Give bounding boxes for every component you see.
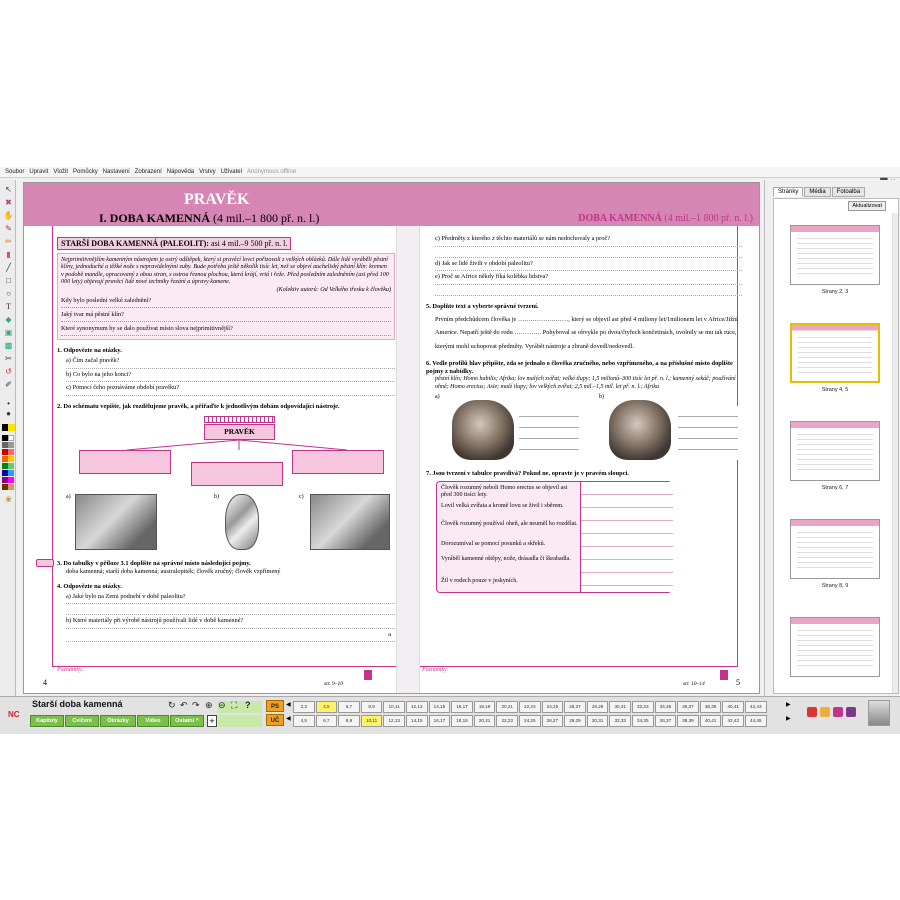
answer-line[interactable]: a <box>66 629 395 643</box>
app-logo: NC <box>8 710 20 719</box>
cut-icon[interactable]: ✂ <box>5 354 12 363</box>
uc-prev-icon[interactable]: ◀ <box>286 716 291 722</box>
task-6-heading: 6. Vedle profilů hlav připište, zda se jednalo o člověka zručného, nebo vzpřímeného, a na příslušné místo doplište pojmy z nabídky. <box>426 360 733 375</box>
qr-code-icon[interactable] <box>720 670 728 680</box>
kapitoly-button[interactable]: Kapitoly <box>30 715 64 727</box>
color-swatch[interactable] <box>8 477 14 483</box>
attachment-icon[interactable] <box>36 559 54 567</box>
statement-5: Vyráběl kamenné oštěpy, nože, drásadla či škrabadla. <box>441 556 571 562</box>
menu-vrstvy[interactable]: Vrstvy <box>199 168 216 175</box>
right-str-ref: str. 10–14 <box>683 681 705 687</box>
correction-column[interactable] <box>580 482 673 592</box>
chapter-title-right: DOBA KAMENNÁ (4 mil.–1 800 př. n. l.) <box>578 213 753 224</box>
answer-line[interactable]: a) Čím začal pravěk? <box>66 355 395 369</box>
left-str-ref: str. 9–10 <box>324 681 343 687</box>
page-title: PRAVĚK <box>184 191 250 208</box>
color-swatch[interactable] <box>8 435 14 441</box>
highlighter-icon[interactable]: ✏ <box>5 237 12 246</box>
head-profile-a <box>452 400 514 460</box>
pravek-scheme <box>57 416 395 492</box>
uc-progress-strip <box>218 715 262 727</box>
ps-page-cell[interactable]: 40,41 <box>722 701 744 713</box>
ps-page-cell[interactable]: 42,43 <box>745 701 767 713</box>
uc-page-cell[interactable]: 6,7 <box>316 715 338 727</box>
task-3-heading: 3. Do tabulky v příloze 3.1 doplište na správné místo následující pojmy. <box>57 559 251 567</box>
hand-icon[interactable]: ✋ <box>3 211 14 220</box>
bottom-navigation <box>0 696 900 734</box>
scheme-box-period-3[interactable] <box>292 450 384 474</box>
uc-page-cell[interactable]: 8,9 <box>338 715 360 727</box>
tool-image-b[interactable] <box>225 494 259 550</box>
ps-page-cell[interactable]: 18,19 <box>474 701 496 713</box>
left-notes-label: Poznámky: <box>57 667 84 673</box>
statement-1: Člověk rozumný neboli Homo erectus se objevil asi před 300 tisíci lety. <box>441 485 568 498</box>
lesson-title: Starší doba kamenná <box>32 699 123 709</box>
answer-line[interactable]: c) Pomocí čeho poznáváme období pravěku? <box>66 382 395 396</box>
cviceni-button[interactable]: Cvičení <box>65 715 99 727</box>
ps-page-cell[interactable]: 12,13 <box>406 701 428 713</box>
scheme-box-period-2[interactable] <box>191 462 283 486</box>
ps-next-icon[interactable]: ▶ <box>786 702 791 708</box>
pipette-icon[interactable]: ✐ <box>5 380 12 389</box>
color-swatch[interactable] <box>8 456 14 462</box>
ps-page-cell[interactable]: 22,23 <box>519 701 541 713</box>
workbook-spread <box>23 182 760 694</box>
left-page-number: 4 <box>43 678 47 687</box>
menu-zobrazeni[interactable]: Zobrazení <box>134 168 162 175</box>
task-3-terms: doba kamenná; starší doba kamenná; australopiték; člověk zručný; člověk vzpřímený <box>66 567 281 575</box>
section-title: STARŠÍ DOBA KAMENNÁ (PALEOLIT): asi 4 mil.–9 500 př. n. l. <box>57 237 291 250</box>
tool-image-c[interactable] <box>310 494 390 550</box>
ps-page-cell[interactable]: 2,3 <box>293 701 315 713</box>
image-label-b: b) <box>214 493 219 500</box>
tool-image-a[interactable] <box>75 494 157 550</box>
update-button[interactable]: Aktualizovat <box>848 201 886 211</box>
right-notes-label: Poznámky: <box>422 667 449 673</box>
left-margin-line <box>52 226 53 666</box>
left-footer-line <box>52 666 396 667</box>
color-yellow-current[interactable] <box>8 424 15 431</box>
palette-icon[interactable]: ❀ <box>5 495 12 504</box>
dot-small-icon[interactable]: • <box>7 399 10 408</box>
answer-line[interactable]: a) Jaké bylo na Zemi podnebí v době paleolitu? <box>66 591 395 605</box>
color-swatch[interactable] <box>8 470 14 476</box>
uc-page-cell[interactable]: 26,27 <box>542 715 564 727</box>
ps-prev-icon[interactable]: ◀ <box>286 702 291 708</box>
spread-header <box>24 183 760 226</box>
qr-code-icon[interactable] <box>364 670 372 680</box>
thumbnail-label: Strany 4, 5 <box>821 387 849 393</box>
color-swatch[interactable] <box>8 463 14 469</box>
intro-box <box>57 253 395 340</box>
menu-pomucky[interactable]: Pomůcky <box>73 168 98 175</box>
select-icon[interactable]: ✖ <box>5 198 12 207</box>
rotate-icon[interactable]: ↻ <box>168 700 176 710</box>
uc-page-cell[interactable]: 32,33 <box>609 715 631 727</box>
menu-napoveda[interactable]: Nápověda <box>166 168 195 175</box>
scheme-root-label: PRAVĚK <box>204 424 275 440</box>
uc-page-cell[interactable]: 30,31 <box>587 715 609 727</box>
thumbnail-label: Strany 8, 9 <box>821 583 849 589</box>
thumbnail-pages-2-3[interactable] <box>790 225 880 285</box>
answer-line[interactable] <box>66 604 395 615</box>
intro-author: (Kolektiv autorů: Od Velkého třesku k člověku) <box>276 286 391 293</box>
eraser-icon[interactable]: ▮ <box>6 250 11 259</box>
color-swatch[interactable] <box>8 449 14 455</box>
thumbnail-label: Strany 6, 7 <box>821 485 849 491</box>
uc-page-cell[interactable]: 12,13 <box>383 715 405 727</box>
uc-page-cell[interactable]: 28,29 <box>564 715 586 727</box>
undo-icon[interactable]: ↺ <box>5 367 12 376</box>
thumbnail-label: Strany 2, 3 <box>821 289 849 295</box>
thumbnail-list <box>773 198 899 694</box>
ps-page-cell[interactable]: 16,17 <box>451 701 473 713</box>
video-button[interactable]: Video <box>137 715 169 727</box>
tab-media[interactable]: Média <box>804 187 830 197</box>
intro-question[interactable]: Které synonymum by se dalo používat místo slova nejprimitivnější? <box>61 323 391 336</box>
statements-table <box>436 481 672 593</box>
task-5-heading: 5. Doplňte text a vyberte správné tvrzení. <box>426 302 539 310</box>
tray-image-icon[interactable] <box>833 707 843 717</box>
ellipse-icon[interactable]: ○ <box>6 289 11 298</box>
pages-panel <box>764 180 900 696</box>
scheme-box-period-1[interactable] <box>79 450 171 474</box>
head-b-answer-lines[interactable] <box>678 406 738 460</box>
image-icon[interactable]: ▣ <box>4 328 13 337</box>
tool-images <box>57 494 395 556</box>
ps-page-cell[interactable]: 28,29 <box>587 701 609 713</box>
tray-tools-icon[interactable] <box>820 707 830 717</box>
answer-line[interactable]: e) Proč se Africe někdy říká kolébka lidstva? <box>435 271 742 285</box>
answer-line[interactable] <box>435 247 742 258</box>
menu-vlozit[interactable]: Vložit <box>53 168 69 175</box>
ps-page-cell[interactable]: 4,5 <box>316 701 338 713</box>
menu-upravit[interactable]: Upravit <box>29 168 49 175</box>
head-a-answer-lines[interactable] <box>519 406 579 460</box>
uc-page-cell[interactable]: 24,25 <box>519 715 541 727</box>
panel-tabs <box>773 187 866 197</box>
uc-page-cell[interactable]: 38,39 <box>677 715 699 727</box>
head-profiles <box>426 394 742 464</box>
screen-icon[interactable]: ▩ <box>4 341 13 350</box>
head-label-b: b) <box>599 394 604 400</box>
dot-large-icon[interactable]: ● <box>6 409 11 418</box>
thumbnail-scrollbar[interactable] <box>892 213 898 693</box>
uc-page-cell[interactable]: 44,45 <box>745 715 767 727</box>
uc-page-cell[interactable]: 10,11 <box>361 715 383 727</box>
redo-arrow-icon[interactable]: ↷ <box>192 700 200 710</box>
pointer-icon[interactable]: ↖ <box>5 185 12 194</box>
trash-icon[interactable] <box>868 700 890 726</box>
left-page <box>57 233 395 642</box>
task-7-heading: 7. Jsou tvrzení v tabulce pravdivá? Pokud ne, opravte je v pravém sloupci. <box>426 470 629 477</box>
task-6-terms: pěstní klín; Homo habilis; Afrika; lov malých zvířat; velké tlupy; 1,5 milionů–300 tisíc let př. n. l.; kamenný sekáč; používání ohně; Homo erectus; Asie; malé tlupy; lov velkých zvířat; 2,5 mil.–1,5 mil. let př. n. l.; Afrika <box>435 376 736 390</box>
ostatni-button[interactable]: Ostatní ^ <box>170 715 204 727</box>
right-footer-line <box>420 666 738 667</box>
uc-page-cell[interactable]: 42,43 <box>722 715 744 727</box>
thumbnail-pages-10-11[interactable] <box>790 617 880 677</box>
color-swatch[interactable] <box>8 442 14 448</box>
zoom-in-icon[interactable]: ⊕ <box>205 700 213 710</box>
uc-page-cell[interactable]: 4,5 <box>293 715 315 727</box>
zoom-out-icon[interactable]: ⊖ <box>218 700 226 710</box>
rectangle-icon[interactable]: □ <box>6 276 11 285</box>
statement-2: Lovil velká zvířata a kromě lovu se živil i sběrem. <box>441 503 564 509</box>
task-4-heading: 4. Odpovězte na otázky. <box>57 582 122 590</box>
obrazky-button[interactable]: Obrázky <box>100 715 136 727</box>
ps-page-cell[interactable]: 32,33 <box>632 701 654 713</box>
fullscreen-icon[interactable]: ⛶ <box>231 700 238 710</box>
ps-page-cell[interactable]: 10,11 <box>383 701 405 713</box>
menu-uzivatel[interactable]: Uživatel <box>220 168 242 175</box>
ps-label[interactable]: PS <box>266 700 284 712</box>
statement-6: Žil v rodech pouze v jeskyních. <box>441 578 518 584</box>
color-swatch[interactable] <box>8 484 14 490</box>
text-icon[interactable]: T <box>6 302 11 311</box>
uc-page-cell[interactable]: 36,37 <box>655 715 677 727</box>
head-profile-b <box>609 400 671 460</box>
image-label-a: a) <box>66 493 71 500</box>
intro-question[interactable]: Jaký tvar má pěstní klín? <box>61 309 391 322</box>
chapter-title: I. DOBA KAMENNÁ (4 mil.–1 800 př. n. l.) <box>99 211 320 225</box>
answer-line[interactable]: d) Jak se lidé živili v období paleolitu? <box>435 258 742 272</box>
tab-stranky[interactable]: Stránky <box>773 187 803 197</box>
task-1-heading: 1. Odpovězte na otázky. <box>57 347 122 355</box>
thumbnail-pages-8-9[interactable] <box>790 519 880 579</box>
statement-4: Dorozumíval se pomocí posunků a skřeků. <box>441 541 546 547</box>
thumbnail-pages-4-5[interactable] <box>790 323 880 383</box>
ps-page-cell[interactable]: 24,25 <box>542 701 564 713</box>
ps-page-cell[interactable]: 8,9 <box>361 701 383 713</box>
line-icon[interactable]: ╱ <box>6 263 11 272</box>
right-page <box>426 233 742 593</box>
task-5-text[interactable]: Prvním předchůdcem člověka je ……………………, který se objevil asi před 4 miliony let/1milionem let v Africe/Jižní Americe. Nepatří ještě do rodu …………. Pohyboval se obvykle po dvou/čtyřech končetinách, uvolnily se mu tak ruce, kterými mohl uchopovat předměty. Vyrábět nástroje a zbraně dovedl/nedovedl. <box>435 315 738 350</box>
ps-page-cell[interactable]: 38,39 <box>700 701 722 713</box>
uc-next-icon[interactable]: ▶ <box>786 716 791 722</box>
uc-label[interactable]: UČ <box>266 714 284 726</box>
statement-3: Člověk rozumný používal oheň, ale neuměl ho rozdělat. <box>441 521 578 527</box>
ps-page-cell[interactable]: 34,35 <box>655 701 677 713</box>
ps-page-cell[interactable]: 6,7 <box>338 701 360 713</box>
right-page-number: 5 <box>736 678 740 687</box>
answer-line[interactable] <box>435 285 742 296</box>
uc-page-cell[interactable]: 14,15 <box>406 715 428 727</box>
tab-fotoalba[interactable]: Fotoalba <box>832 187 865 197</box>
intro-text: Nejprimitivnějším kamenným nástrojem je ostrý odštěpek, který si pravěcí lovci pořizovali z velkých oblázků. Dále lidé vyráběli pěstní klíny, jednoduché a těžké nože s nepravidelnými zuby. Bude potřeba ještě několik tisíc let, než se objeví aucheliský pěstní klín: kremen v podobě mandle, opracovaný z obou stran, s ostrou řeznou plochou, která krájí, vrtá i řeže. Před posledním zaledněním (asi před 100 000 lety) objevují pravěcí lidé nové techniky řezání a úpravy kamene. <box>61 257 389 286</box>
menu-soubor[interactable]: Soubor <box>5 168 25 175</box>
ps-page-cell[interactable]: 14,15 <box>429 701 451 713</box>
help-icon[interactable]: ? <box>245 700 251 710</box>
uc-page-cell[interactable]: 40,41 <box>700 715 722 727</box>
task-2-heading: 2. Do schématu vepište, jak rozdělujeme pravěk, a přiřaďte k jednotlivým dobám odpovídající nástroje. <box>57 402 340 410</box>
tray-flag-icon[interactable] <box>807 707 817 717</box>
head-label-a: a) <box>435 394 440 400</box>
intro-question[interactable]: Kdy bylo poslední velké zalednění? <box>61 295 391 308</box>
ps-page-cell[interactable]: 26,27 <box>564 701 586 713</box>
menu-nastaveni[interactable]: Nastavení <box>102 168 130 175</box>
user-status: Anonymous offline <box>246 168 297 175</box>
image-label-c: c) <box>299 493 304 500</box>
add-icon[interactable]: + <box>207 715 217 727</box>
pen-icon[interactable]: ✎ <box>5 224 12 233</box>
undo-arrow-icon[interactable]: ↶ <box>180 700 188 710</box>
answer-line[interactable]: c) Předměty z kterého z těchto materiálů se nám nedochovaly a proč? <box>435 233 742 247</box>
ps-page-cell[interactable]: 30,31 <box>609 701 631 713</box>
answer-line[interactable]: b) Které materiály při výrobě nástrojů používali lidé v době kamenné? <box>66 615 395 629</box>
fill-icon[interactable]: ◆ <box>5 315 12 324</box>
tray-media-icon[interactable] <box>846 707 856 717</box>
uc-page-cell[interactable]: 22,23 <box>496 715 518 727</box>
menu-bar <box>0 167 900 178</box>
answer-line[interactable]: b) Co bylo na jeho konci? <box>66 369 395 383</box>
ps-page-cell[interactable]: 36,37 <box>677 701 699 713</box>
spread-gutter <box>396 226 420 694</box>
ps-page-cell[interactable]: 20,21 <box>496 701 518 713</box>
app-window <box>0 167 900 734</box>
uc-page-cell[interactable]: 20,21 <box>474 715 496 727</box>
thumbnail-pages-6-7[interactable] <box>790 421 880 481</box>
uc-page-cell[interactable]: 34,35 <box>632 715 654 727</box>
uc-page-cell[interactable]: 16,17 <box>429 715 451 727</box>
uc-page-cell[interactable]: 18,19 <box>451 715 473 727</box>
tools-toolbar <box>0 180 16 696</box>
